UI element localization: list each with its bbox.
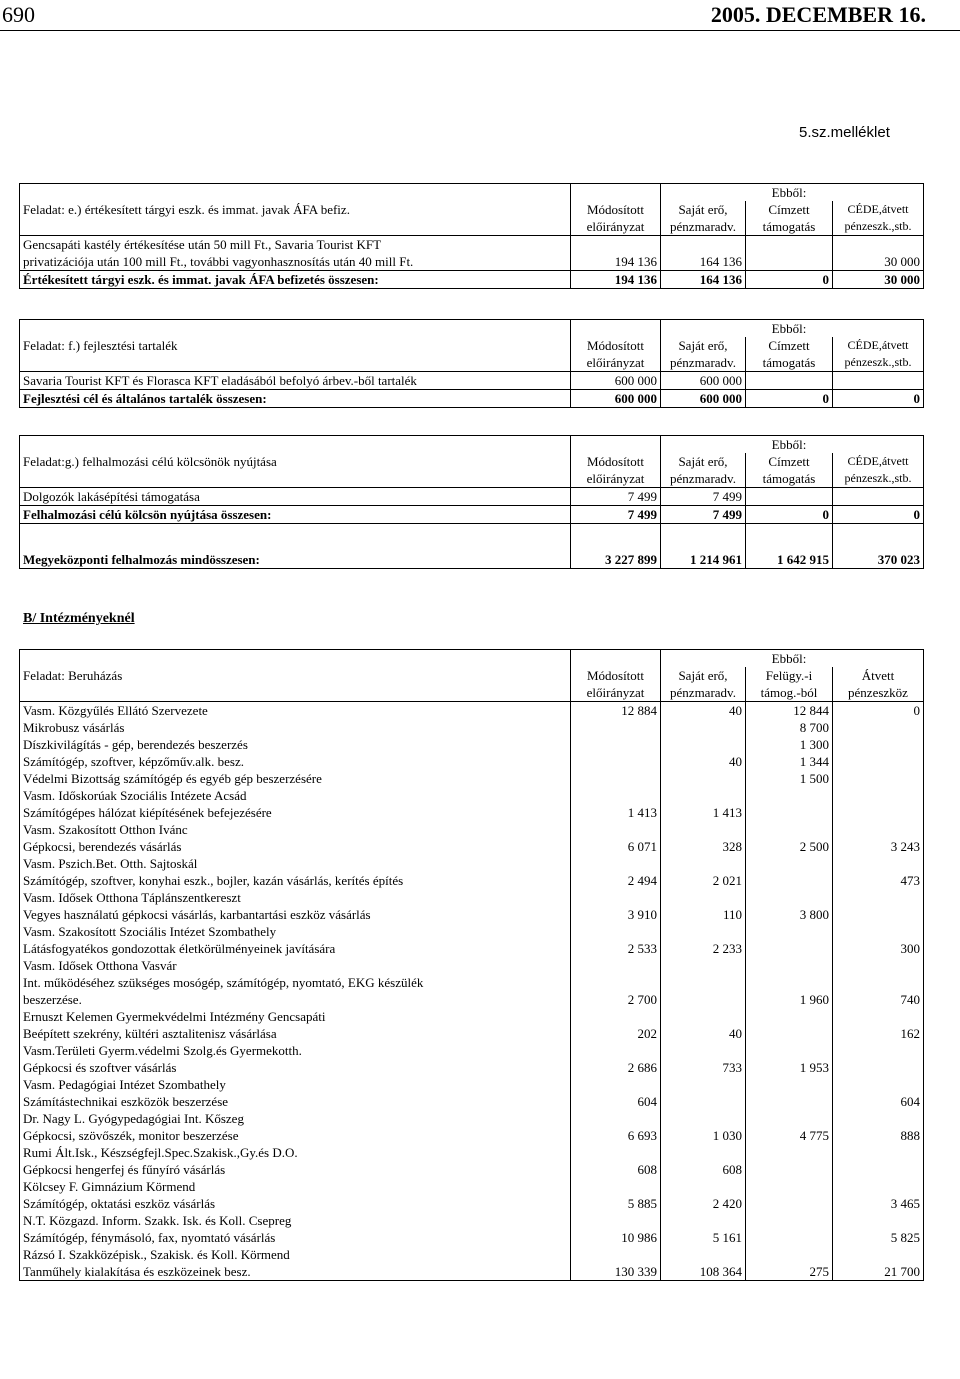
row-label: Díszkivilágítás - gép, berendezés beszerzés xyxy=(20,736,571,753)
cell-value xyxy=(571,1110,661,1127)
block-title: Feladat: f.) fejlesztési tartalék xyxy=(20,337,571,354)
cell-value xyxy=(661,1008,746,1025)
row-label: Látásfogyatékos gondozottak életkörülményeinek javítására xyxy=(20,940,571,957)
cell-value: 600 000 xyxy=(661,372,746,390)
cell-value: 300 xyxy=(833,940,924,957)
col-header-sajat-ero: Saját erő, xyxy=(661,337,746,354)
row-label: Vasm. Pedagógiai Intézet Szombathely xyxy=(20,1076,571,1093)
cell-value xyxy=(571,736,661,753)
table-row xyxy=(20,1110,924,1127)
cell-value: 3 465 xyxy=(833,1195,924,1212)
cell-value xyxy=(746,1093,833,1110)
cell-value xyxy=(661,855,746,872)
row-label: Vasm. Szakosított Szociális Intézet Szombathely xyxy=(20,923,571,940)
cell-value xyxy=(571,1246,661,1263)
row-label: Számítógép, szoftver, képzőműv.alk. besz. xyxy=(20,753,571,770)
cell-value xyxy=(571,753,661,770)
col-header-ebbol: Ebből: xyxy=(746,650,833,668)
cell-value xyxy=(746,974,833,991)
cell-value: 10 986 xyxy=(571,1229,661,1246)
col-header-penzeszk: pénzeszk.,stb. xyxy=(833,470,924,488)
cell-value xyxy=(661,889,746,906)
row-label: Vasm. Idősek Otthona Táplánszentkereszt xyxy=(20,889,571,906)
col-header-felugy: Felügy.-i xyxy=(746,667,833,684)
table-row xyxy=(20,855,924,872)
cell-value xyxy=(833,488,924,506)
cell-value: 600 000 xyxy=(571,372,661,390)
cell-value: 888 xyxy=(833,1127,924,1144)
cell-value: 7 499 xyxy=(661,488,746,506)
row-label: Vasm. Idősek Otthona Vasvár xyxy=(20,957,571,974)
col-header-ebbol: Ebből: xyxy=(746,320,833,338)
row-label: Savaria Tourist KFT és Florasca KFT eladásából befolyó árbev.-ből tartalék xyxy=(20,372,571,390)
cell-value xyxy=(746,1025,833,1042)
total-label: Értékesített tárgyi eszk. és immat. javak ÁFA befizetés összesen: xyxy=(20,271,571,289)
col-header-modositott: Módosított xyxy=(571,667,661,684)
block-title: Feladat:g.) felhalmozási célú kölcsönök nyújtása xyxy=(20,453,571,470)
cell-value: 202 xyxy=(571,1025,661,1042)
cell-value xyxy=(833,1008,924,1025)
cell-value: 275 xyxy=(746,1263,833,1281)
cell-value xyxy=(661,770,746,787)
col-header-sajat-ero: Saját erő, xyxy=(661,667,746,684)
grand-total-value: 370 023 xyxy=(833,546,924,569)
cell-value xyxy=(661,736,746,753)
table-row xyxy=(20,872,924,889)
cell-value xyxy=(833,906,924,923)
col-header-sajat-ero: Saját erő, xyxy=(661,201,746,218)
col-header-tamogatas: támogatás xyxy=(746,470,833,488)
table-row xyxy=(20,1161,924,1178)
cell-value xyxy=(833,372,924,390)
table-row xyxy=(20,974,924,991)
row-label: Dolgozók lakásépítési támogatása xyxy=(20,488,571,506)
grand-total-value: 1 642 915 xyxy=(746,546,833,569)
cell-value xyxy=(746,1246,833,1263)
col-header-cede: CÉDE,átvett xyxy=(833,453,924,470)
total-value: 0 xyxy=(746,506,833,524)
row-label: Vegyes használatú gépkocsi vásárlás, karbantartási eszköz vásárlás xyxy=(20,906,571,923)
grand-total-label: Megyeközponti felhalmozás mindösszesen: xyxy=(20,546,571,569)
cell-value xyxy=(571,1008,661,1025)
cell-value: 21 700 xyxy=(833,1263,924,1281)
col-header-eloiranyzat: előirányzat xyxy=(571,354,661,372)
cell-value xyxy=(661,1110,746,1127)
row-label: Vasm.Területi Gyerm.védelmi Szolg.és Gyermekotth. xyxy=(20,1042,571,1059)
table-row xyxy=(20,1008,924,1025)
table-row xyxy=(20,753,924,770)
cell-value xyxy=(746,1161,833,1178)
cell-value: 110 xyxy=(661,906,746,923)
row-label: Számítástechnikai eszközök beszerzése xyxy=(20,1093,571,1110)
cell-value: 194 136 xyxy=(571,253,661,271)
total-value: 0 xyxy=(833,390,924,408)
row-label: beszerzése. xyxy=(20,991,571,1008)
cell-value: 8 700 xyxy=(746,719,833,736)
cell-value xyxy=(833,753,924,770)
table-row xyxy=(20,940,924,957)
total-value: 0 xyxy=(746,390,833,408)
cell-value: 608 xyxy=(661,1161,746,1178)
cell-value xyxy=(746,889,833,906)
cell-value: 3 243 xyxy=(833,838,924,855)
col-header-modositott: Módosított xyxy=(571,453,661,470)
cell-value xyxy=(833,974,924,991)
row-label: Rázsó I. Szakközépisk., Szakisk. és Koll. Körmend xyxy=(20,1246,571,1263)
cell-value: 2 021 xyxy=(661,872,746,889)
table-row xyxy=(20,1076,924,1093)
cell-value xyxy=(833,1178,924,1195)
cell-value xyxy=(661,1212,746,1229)
cell-value: 3 910 xyxy=(571,906,661,923)
cell-value xyxy=(746,1042,833,1059)
total-label: Felhalmozási célú kölcsön nyújtása összesen: xyxy=(20,506,571,524)
grand-total-value: 1 214 961 xyxy=(661,546,746,569)
col-header-penzeszkoz: pénzeszköz xyxy=(833,684,924,702)
col-header-penzmaradv: pénzmaradv. xyxy=(661,354,746,372)
cell-value xyxy=(746,923,833,940)
cell-value: 30 000 xyxy=(833,253,924,271)
row-label: Gépkocsi, berendezés vásárlás xyxy=(20,838,571,855)
table-row xyxy=(20,1178,924,1195)
cell-value xyxy=(833,1246,924,1263)
cell-value xyxy=(746,1144,833,1161)
cell-value: 40 xyxy=(661,753,746,770)
row-label: Kölcsey F. Gimnázium Körmend xyxy=(20,1178,571,1195)
row-label: Gépkocsi, szövőszék, monitor beszerzése xyxy=(20,1127,571,1144)
row-label: Vasm. Szakosított Otthon Ivánc xyxy=(20,821,571,838)
cell-value: 108 364 xyxy=(661,1263,746,1281)
total-value: 194 136 xyxy=(571,271,661,289)
total-value: 0 xyxy=(746,271,833,289)
cell-value: 12 844 xyxy=(746,702,833,720)
cell-value: 2 233 xyxy=(661,940,746,957)
cell-value: 2 700 xyxy=(571,991,661,1008)
table-row xyxy=(20,991,924,1008)
cell-value: 2 500 xyxy=(746,838,833,855)
table-row xyxy=(20,719,924,736)
cell-value xyxy=(661,1076,746,1093)
cell-value xyxy=(833,1161,924,1178)
cell-value xyxy=(571,1212,661,1229)
table-block-f xyxy=(19,319,924,408)
cell-value: 473 xyxy=(833,872,924,889)
total-value: 30 000 xyxy=(833,271,924,289)
table-row xyxy=(20,787,924,804)
row-label: Vasm. Közgyűlés Ellátó Szervezete xyxy=(20,702,571,720)
cell-value xyxy=(661,719,746,736)
cell-value xyxy=(833,1212,924,1229)
cell-value xyxy=(833,1076,924,1093)
cell-value xyxy=(833,855,924,872)
section-title: B/ Intézményeknél xyxy=(23,611,135,626)
attachment-label: 5.sz.melléklet xyxy=(799,124,890,141)
cell-value xyxy=(571,719,661,736)
col-header-penzeszk: pénzeszk.,stb. xyxy=(833,354,924,372)
row-label: privatizációja után 100 mill Ft., további vagyonhasznosítás után 40 mill Ft. xyxy=(20,253,571,271)
cell-value: 1 300 xyxy=(746,736,833,753)
cell-value xyxy=(833,736,924,753)
cell-value xyxy=(746,787,833,804)
table-row xyxy=(20,1229,924,1246)
cell-value xyxy=(661,923,746,940)
header-rule xyxy=(0,30,960,31)
row-label: Ernuszt Kelemen Gyermekvédelmi Intézmény Gencsapáti xyxy=(20,1008,571,1025)
cell-value xyxy=(746,821,833,838)
cell-value: 1 030 xyxy=(661,1127,746,1144)
table-row xyxy=(20,1059,924,1076)
cell-value xyxy=(833,889,924,906)
cell-value: 1 500 xyxy=(746,770,833,787)
table-row xyxy=(20,1093,924,1110)
row-label: N.T. Közgazd. Inform. Szakk. Isk. és Koll. Csepreg xyxy=(20,1212,571,1229)
cell-value: 328 xyxy=(661,838,746,855)
cell-value xyxy=(746,1178,833,1195)
cell-value xyxy=(571,770,661,787)
cell-value: 3 800 xyxy=(746,906,833,923)
col-header-modositott: Módosított xyxy=(571,201,661,218)
table-row xyxy=(20,838,924,855)
cell-value: 5 885 xyxy=(571,1195,661,1212)
block-title: Feladat: e.) értékesített tárgyi eszk. és immat. javak ÁFA befiz. xyxy=(20,201,571,218)
cell-value xyxy=(833,804,924,821)
row-label: Dr. Nagy L. Gyógypedagógiai Int. Kőszeg xyxy=(20,1110,571,1127)
table-row xyxy=(20,1212,924,1229)
row-label: Számítógépes hálózat kiépítésének befejezésére xyxy=(20,804,571,821)
cell-value xyxy=(661,1093,746,1110)
cell-value xyxy=(833,770,924,787)
cell-value xyxy=(746,488,833,506)
row-label: Gépkocsi és szoftver vásárlás xyxy=(20,1059,571,1076)
row-label: Int. működéséhez szükséges mosógép, számítógép, nyomtató, EKG készülék xyxy=(20,974,571,991)
cell-value: 130 339 xyxy=(571,1263,661,1281)
col-header-sajat-ero: Saját erő, xyxy=(661,453,746,470)
cell-value: 40 xyxy=(661,1025,746,1042)
page-number: 690 xyxy=(2,2,35,27)
cell-value xyxy=(661,991,746,1008)
row-label: Számítógép, szoftver, konyhai eszk., bojler, kazán vásárlás, kerítés építés xyxy=(20,872,571,889)
cell-value: 0 xyxy=(833,702,924,720)
table-beruhazas xyxy=(19,649,924,1281)
cell-value: 2 686 xyxy=(571,1059,661,1076)
total-value: 7 499 xyxy=(571,506,661,524)
cell-value: 7 499 xyxy=(571,488,661,506)
cell-value xyxy=(746,1110,833,1127)
table-row xyxy=(20,1042,924,1059)
cell-value xyxy=(661,1144,746,1161)
cell-value: 604 xyxy=(571,1093,661,1110)
cell-value xyxy=(833,821,924,838)
col-header-cimzett: Címzett xyxy=(746,337,833,354)
col-header-cimzett: Címzett xyxy=(746,453,833,470)
cell-value xyxy=(571,855,661,872)
grand-total-value: 3 227 899 xyxy=(571,546,661,569)
cell-value: 1 413 xyxy=(571,804,661,821)
row-label: Vasm. Időskorúak Szociális Intézete Acsád xyxy=(20,787,571,804)
cell-value: 740 xyxy=(833,991,924,1008)
row-label: Gépkocsi hengerfej és fűnyíró vásárlás xyxy=(20,1161,571,1178)
cell-value xyxy=(661,1042,746,1059)
cell-value: 12 884 xyxy=(571,702,661,720)
col-header-eloiranyzat: előirányzat xyxy=(571,218,661,236)
cell-value xyxy=(833,719,924,736)
cell-value xyxy=(833,1144,924,1161)
cell-value xyxy=(571,974,661,991)
col-header-cede: CÉDE,átvett xyxy=(833,201,924,218)
cell-value xyxy=(571,923,661,940)
cell-value: 1 344 xyxy=(746,753,833,770)
cell-value xyxy=(833,1059,924,1076)
cell-value xyxy=(746,253,833,271)
cell-value xyxy=(571,787,661,804)
cell-value: 5 825 xyxy=(833,1229,924,1246)
cell-value xyxy=(833,1110,924,1127)
table-row xyxy=(20,821,924,838)
cell-value xyxy=(746,804,833,821)
col-header-penzmaradv: pénzmaradv. xyxy=(661,218,746,236)
col-header-cimzett: Címzett xyxy=(746,201,833,218)
cell-value xyxy=(661,1246,746,1263)
cell-value xyxy=(571,1144,661,1161)
row-label: Beépített szekrény, kültéri asztalitenisz vásárlása xyxy=(20,1025,571,1042)
cell-value xyxy=(746,855,833,872)
cell-value: 1 960 xyxy=(746,991,833,1008)
table-row xyxy=(20,1195,924,1212)
cell-value xyxy=(833,1042,924,1059)
cell-value: 2 420 xyxy=(661,1195,746,1212)
cell-value xyxy=(833,957,924,974)
row-label: Számítógép, fénymásoló, fax, nyomtató vásárlás xyxy=(20,1229,571,1246)
row-label: Számítógép, oktatási eszköz vásárlás xyxy=(20,1195,571,1212)
cell-value: 1 953 xyxy=(746,1059,833,1076)
cell-value: 608 xyxy=(571,1161,661,1178)
table-row xyxy=(20,906,924,923)
table-row xyxy=(20,1025,924,1042)
cell-value xyxy=(746,1008,833,1025)
total-value: 600 000 xyxy=(661,390,746,408)
cell-value xyxy=(571,1042,661,1059)
table-block-e xyxy=(19,183,924,289)
col-header-ebbol: Ebből: xyxy=(746,436,833,454)
cell-value xyxy=(746,872,833,889)
total-value: 600 000 xyxy=(571,390,661,408)
cell-value xyxy=(746,940,833,957)
table-row xyxy=(20,770,924,787)
cell-value xyxy=(746,1195,833,1212)
table-row xyxy=(20,889,924,906)
col-header-eloiranyzat: előirányzat xyxy=(571,684,661,702)
cell-value xyxy=(746,1229,833,1246)
cell-value xyxy=(661,787,746,804)
col-header-penzeszk: pénzeszk.,stb. xyxy=(833,218,924,236)
table-block-g xyxy=(19,435,924,569)
cell-value: 2 533 xyxy=(571,940,661,957)
block-title: Feladat: Beruházás xyxy=(20,667,571,684)
cell-value: 4 775 xyxy=(746,1127,833,1144)
cell-value xyxy=(746,372,833,390)
cell-value xyxy=(571,1178,661,1195)
table-row xyxy=(20,1144,924,1161)
col-header-ebbol: Ebből: xyxy=(746,184,833,202)
total-value: 0 xyxy=(833,506,924,524)
col-header-modositott: Módosított xyxy=(571,337,661,354)
cell-value: 2 494 xyxy=(571,872,661,889)
table-row xyxy=(20,804,924,821)
cell-value: 164 136 xyxy=(661,253,746,271)
table-row xyxy=(20,702,924,720)
cell-value: 6 693 xyxy=(571,1127,661,1144)
cell-value xyxy=(746,1212,833,1229)
cell-value xyxy=(746,1076,833,1093)
total-label: Fejlesztési cél és általános tartalék összesen: xyxy=(20,390,571,408)
cell-value: 733 xyxy=(661,1059,746,1076)
total-value: 164 136 xyxy=(661,271,746,289)
col-header-penzmaradv: pénzmaradv. xyxy=(661,470,746,488)
cell-value xyxy=(571,821,661,838)
row-label: Tanműhely kialakítása és eszközeinek besz. xyxy=(20,1263,571,1281)
row-label: Védelmi Bizottság számítógép és egyéb gép beszerzésére xyxy=(20,770,571,787)
table-row xyxy=(20,957,924,974)
cell-value: 6 071 xyxy=(571,838,661,855)
table-row xyxy=(20,1246,924,1263)
page-date: 2005. DECEMBER 16. xyxy=(710,2,926,27)
cell-value xyxy=(661,974,746,991)
cell-value: 604 xyxy=(833,1093,924,1110)
table-row xyxy=(20,923,924,940)
table-row xyxy=(20,736,924,753)
row-label: Gencsapáti kastély értékesítése után 50 mill Ft., Savaria Tourist KFT xyxy=(20,236,571,254)
cell-value xyxy=(833,923,924,940)
row-label: Rumi Ált.Isk., Készségfejl.Spec.Szakisk.,Gy.és D.O. xyxy=(20,1144,571,1161)
cell-value xyxy=(661,821,746,838)
col-header-tamog: támog.-ból xyxy=(746,684,833,702)
col-header-tamogatas: támogatás xyxy=(746,218,833,236)
cell-value: 5 161 xyxy=(661,1229,746,1246)
cell-value: 162 xyxy=(833,1025,924,1042)
row-label: Vasm. Pszich.Bet. Otth. Sajtoskál xyxy=(20,855,571,872)
col-header-tamogatas: támogatás xyxy=(746,354,833,372)
row-label: Mikrobusz vásárlás xyxy=(20,719,571,736)
table-row xyxy=(20,1263,924,1281)
cell-value xyxy=(571,957,661,974)
cell-value xyxy=(571,1076,661,1093)
col-header-penzmaradv: pénzmaradv. xyxy=(661,684,746,702)
cell-value xyxy=(746,957,833,974)
cell-value xyxy=(661,1178,746,1195)
col-header-cede: CÉDE,átvett xyxy=(833,337,924,354)
total-value: 7 499 xyxy=(661,506,746,524)
cell-value xyxy=(661,957,746,974)
col-header-eloiranyzat: előirányzat xyxy=(571,470,661,488)
col-header-atvett: Átvett xyxy=(833,667,924,684)
cell-value: 1 413 xyxy=(661,804,746,821)
table-row xyxy=(20,1127,924,1144)
cell-value xyxy=(833,787,924,804)
cell-value xyxy=(571,889,661,906)
cell-value: 40 xyxy=(661,702,746,720)
